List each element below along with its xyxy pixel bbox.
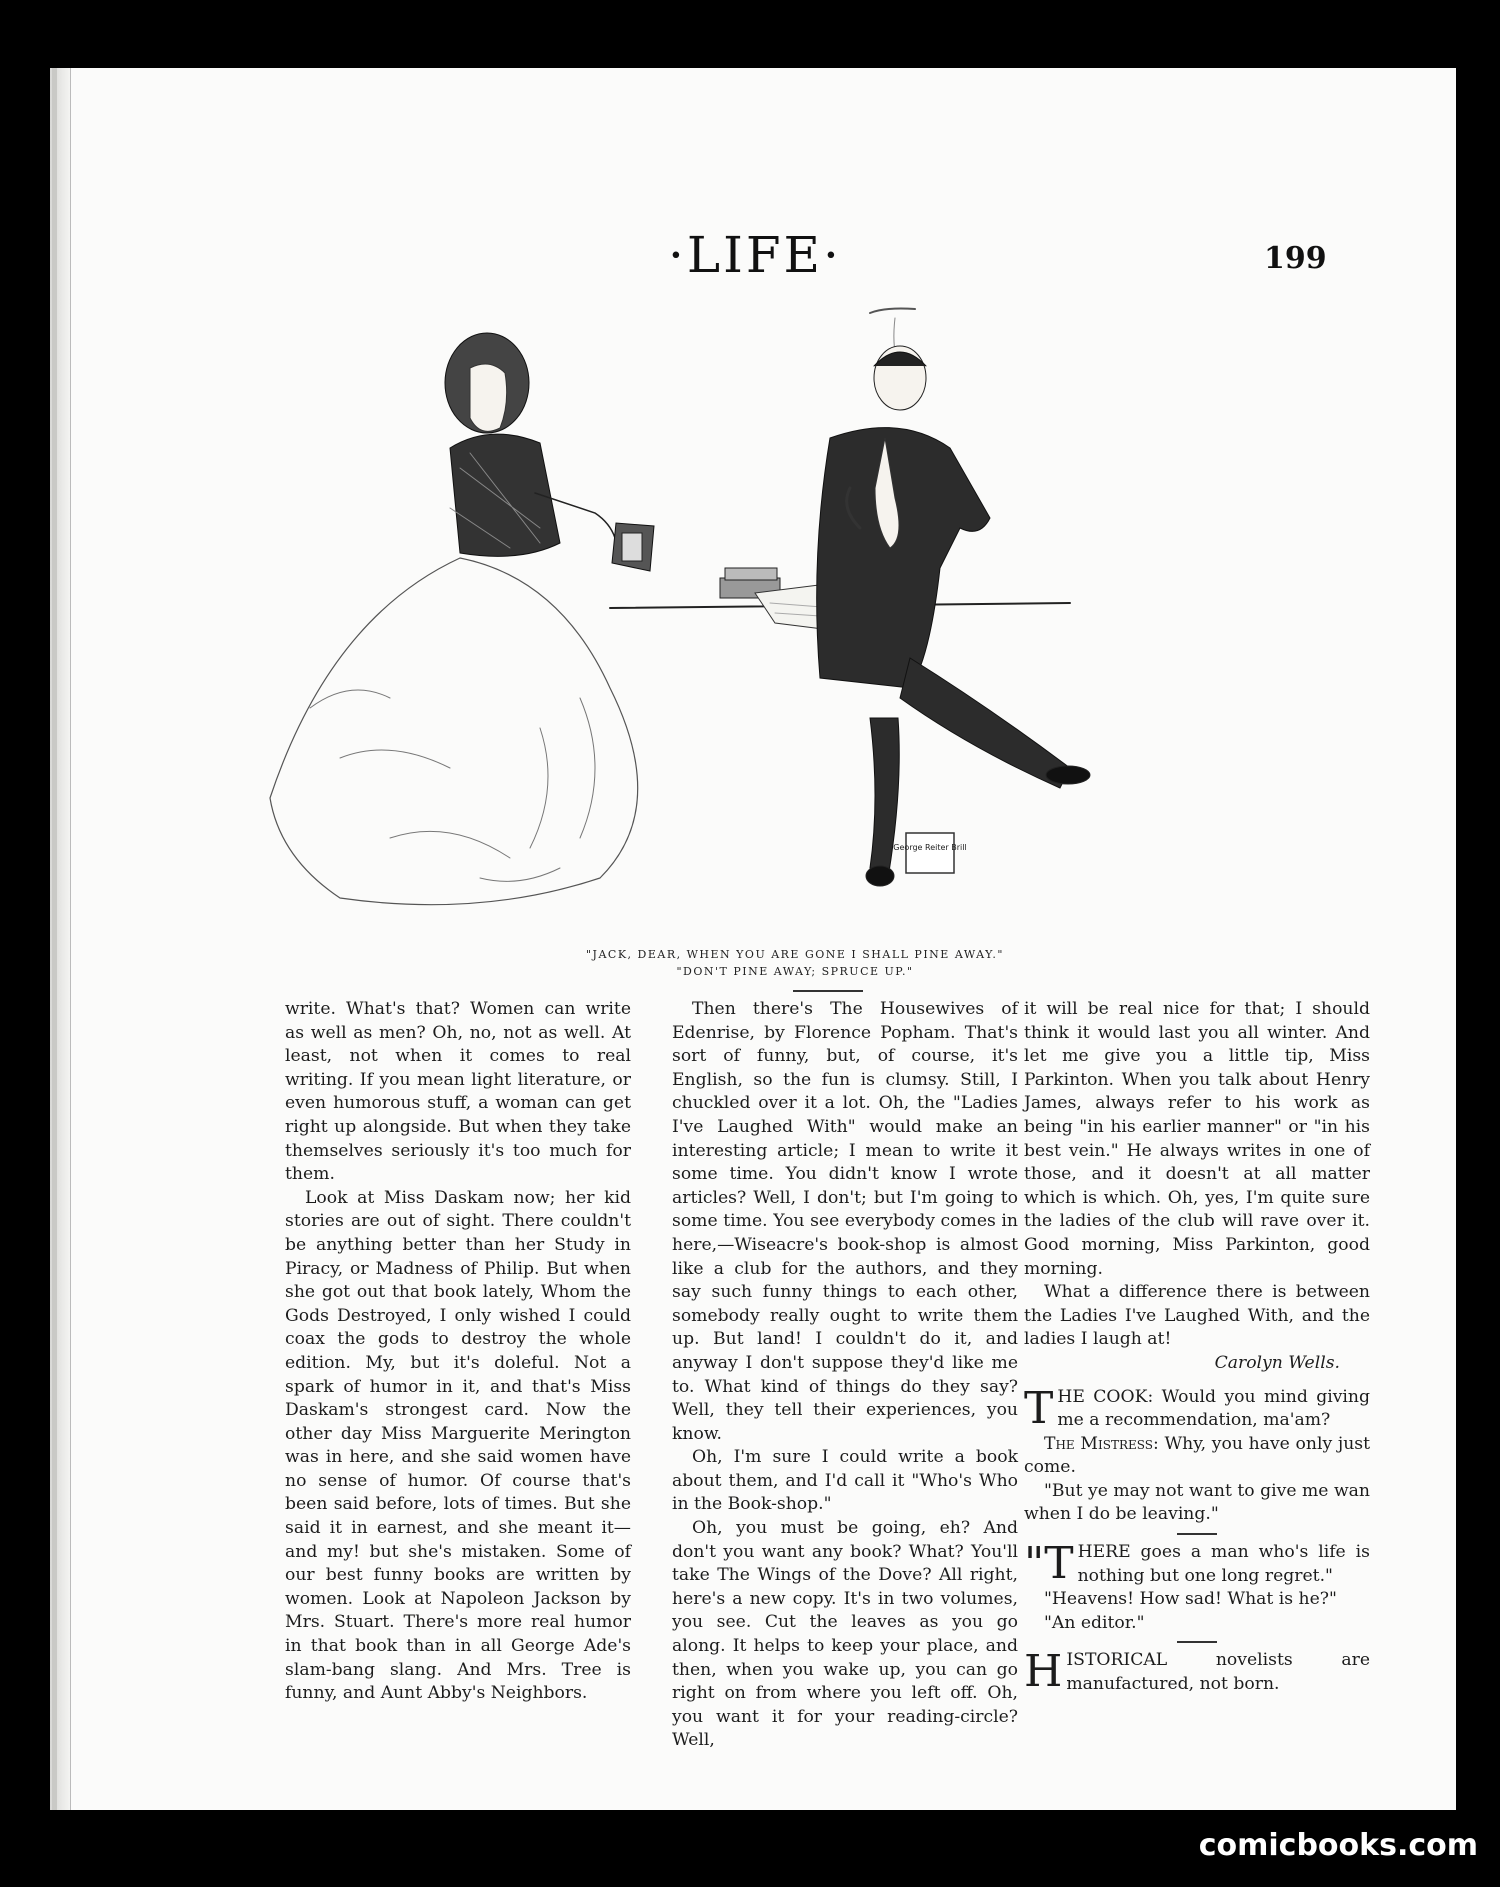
drop-cap-quote-t: "T bbox=[1024, 1538, 1074, 1590]
woman-figure bbox=[270, 333, 638, 905]
picture-frame bbox=[612, 523, 654, 571]
cook-line-2: : Why, you have only just come. bbox=[1024, 1433, 1370, 1478]
regret-line-2: "Heavens! How sad! What is he?" bbox=[1044, 1589, 1337, 1610]
mistress-speaker: The Mistress bbox=[1044, 1433, 1153, 1454]
separator-rule bbox=[1177, 1641, 1217, 1643]
regret-line-1: HERE goes a man who's life is nothing but one long regret." bbox=[1077, 1542, 1370, 1586]
cartoon-illustration bbox=[250, 278, 1340, 938]
text-column-1 bbox=[285, 998, 631, 1706]
text-column-2 bbox=[672, 998, 1018, 1753]
caption-rule bbox=[793, 990, 863, 992]
artist-signature-box bbox=[906, 833, 954, 873]
page-spine bbox=[50, 68, 71, 1810]
gutter-line bbox=[52, 68, 57, 1810]
col2-paragraph-2: Oh, I'm sure I could write a book about them, and I'd call it "Who's Who in the Book-shop." bbox=[672, 1447, 1018, 1515]
drop-cap-t: T bbox=[1024, 1382, 1054, 1434]
regret-line-3: "An editor." bbox=[1044, 1612, 1145, 1633]
man-figure bbox=[817, 309, 1090, 887]
cook-line-1: HE COOK: Would you mind giving me a recommendation, ma'am? bbox=[1057, 1386, 1370, 1431]
cook-line-3: "But ye may not want to give me wan when I do be leaving." bbox=[1024, 1480, 1370, 1525]
regret-joke bbox=[1024, 1538, 1370, 1635]
caption-line-1: "JACK, DEAR, WHEN YOU ARE GONE I SHALL PINE AWAY." bbox=[586, 948, 1004, 961]
cook-joke bbox=[1024, 1382, 1370, 1528]
magazine-page bbox=[50, 68, 1456, 1810]
watermark-link[interactable]: comicbooks.com bbox=[1198, 1828, 1478, 1863]
caption-line-2: "DON'T PINE AWAY; SPRUCE UP." bbox=[676, 965, 914, 978]
artist-signature: George Reiter Brill bbox=[893, 843, 967, 852]
col3-paragraph-2: What a difference there is between the Ladies I've Laughed With, and the ladies I laugh at! bbox=[1024, 1282, 1370, 1350]
col3-paragraph-1: it will be real nice for that; I should think it would last you all winter. And let me give you a little tip, Miss Parkinton. When you talk about Henry James, always refer to his work as being "in his earlier manner" or "in his best vein." He always writes in one of those, and it doesn't at all matter which is which. Oh, yes, I'm quite sure the ladies of the club will rave over it. Good morning, Miss Parkinton, good morning. bbox=[1024, 999, 1370, 1279]
col1-paragraph-1: write. What's that? Women can write as well as men? Oh, no, not as well. At least, not when it comes to real writing. If you mean light literature, or even humorous stuff, a woman can get right up alongside. But when they take themselves seriously it's too much for them. bbox=[285, 999, 631, 1185]
historical-joke bbox=[1024, 1646, 1370, 1698]
col2-paragraph-1: Then there's The Housewives of Edenrise, by Florence Popham. That's sort of funny, but, of course, it's English, so the fun is clumsy. Still, I chuckled over it a lot. Oh, the "Ladies I've Laughed With" would make an interesting article; I mean to write it some time. You didn't know I wrote articles? Well, I don't; but I'm going to some time. You see everybody comes in here,—Wiseacre's book-shop is almost like a club for the authors, and they say such funny things to each other, somebody really ought to write them up. But land! I couldn't do it, and anyway I don't suppose they'd like me to. What kind of things do they say? Well, they tell their experiences, you know. bbox=[672, 999, 1018, 1444]
historical-line-1: ISTORICAL novelists are manufactured, not born. bbox=[1066, 1650, 1370, 1695]
page-number: 199 bbox=[1264, 241, 1327, 276]
separator-rule bbox=[1177, 1533, 1217, 1535]
drop-cap-h: H bbox=[1024, 1646, 1063, 1698]
masthead-title: ·LIFE· bbox=[668, 226, 842, 284]
col1-paragraph-2: Look at Miss Daskam now; her kid stories are out of sight. There couldn't be anything better than her Study in Piracy, or Madness of Philip. But when she got out that book lately, Whom the Gods Destroyed, I only wished I could coax the gods to destroy the whole edition. My, but it's doleful. Not a spark of humor in it, and that's Miss Daskam's strongest card. Now the other day Miss Marguerite Merington was in here, and she said women have no sense of humor. Of course that's been said before, lots of times. But she said it in earnest, and she meant it—and my! but she's mistaken. Some of our best funny books are written by women. Look at Napoleon Jackson by Mrs. Stuart. There's more real humor in that book than in all George Ade's slam-bang slang. And Mrs. Tree is funny, and Aunt Abby's Neighbors. bbox=[285, 1187, 631, 1704]
author-signature: Carolyn Wells. bbox=[1214, 1352, 1340, 1373]
text-column-3 bbox=[1024, 998, 1370, 1697]
col2-paragraph-3: Oh, you must be going, eh? And don't you want any book? What? You'll take The Wings of the Dove? All right, here's a new copy. It's in two volumes, you see. Cut the leaves as you go along. It helps to keep your place, and then, when you wake up, you can go right on from where you left off. Oh, you want it for your reading-circle? Well, bbox=[672, 1518, 1018, 1751]
illustration-caption bbox=[250, 946, 1340, 980]
